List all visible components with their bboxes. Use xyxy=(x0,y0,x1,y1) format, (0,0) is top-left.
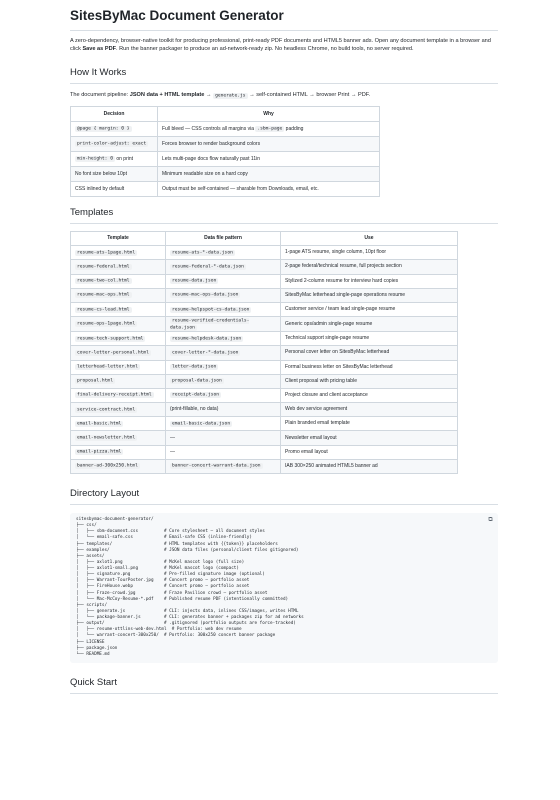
why-text: Minimum readable size on a hard copy xyxy=(162,170,248,177)
templates-row xyxy=(71,459,458,473)
why-text: Output must be self-contained — sharable from Downloads, email, etc. xyxy=(162,185,319,192)
data-pattern-cell xyxy=(166,360,281,374)
data-pattern-cell xyxy=(166,403,281,417)
templates-row xyxy=(71,374,458,388)
data-pattern-cell xyxy=(166,459,281,473)
templates-row xyxy=(71,388,458,402)
data-pattern-code: email-basic-data.json xyxy=(172,421,231,427)
heading-templates: Templates xyxy=(70,207,498,224)
section-quick-start xyxy=(70,677,498,694)
decision-text: CSS inlined by default xyxy=(75,185,125,192)
templates-row xyxy=(71,346,458,360)
decision-text: on print xyxy=(114,155,134,162)
use-cell: IAB 300×250 animated HTML5 banner ad xyxy=(281,459,458,473)
template-cell xyxy=(71,445,166,459)
data-pattern-text: (print-fillable, no data) xyxy=(170,406,219,413)
template-filename: resume-two-col.html xyxy=(77,278,130,284)
templates-row xyxy=(71,360,458,374)
decisions-body xyxy=(71,122,380,197)
pipeline-description xyxy=(70,91,498,100)
section-directory-layout xyxy=(70,488,498,663)
template-filename: email-newsletter.html xyxy=(77,435,136,441)
data-pattern-cell xyxy=(166,288,281,302)
decision-code: print-color-adjust: exact xyxy=(77,141,147,147)
decision-code: @page { margin: 0 } xyxy=(77,126,130,132)
templates-row xyxy=(71,431,458,445)
templates-header-row xyxy=(71,232,458,246)
template-cell xyxy=(71,403,166,417)
pipeline-arrow: → xyxy=(204,92,214,98)
template-cell xyxy=(71,417,166,431)
template-cell xyxy=(71,317,166,332)
copy-icon[interactable]: ⧉ xyxy=(488,516,493,523)
pipeline-bold: JSON data + HTML template xyxy=(129,92,205,98)
data-pattern-cell xyxy=(166,260,281,274)
template-cell xyxy=(71,388,166,402)
heading-quick-start: Quick Start xyxy=(70,677,498,694)
templates-table xyxy=(70,231,458,474)
template-filename: resume-federal.html xyxy=(77,264,130,270)
intro-text-2: . Run the banner packager to produce an ad-network-ready zip. No headless Chrome, no build tools, no server required. xyxy=(116,46,414,52)
data-pattern-cell xyxy=(166,431,281,445)
decision-code: min-height: 0 xyxy=(77,156,113,162)
data-pattern-cell xyxy=(166,317,281,332)
data-pattern-cell xyxy=(166,374,281,388)
data-pattern-code: proposal-data.json xyxy=(172,378,222,384)
template-filename: proposal.html xyxy=(77,378,113,384)
decision-cell xyxy=(71,152,158,167)
heading-directory-layout: Directory Layout xyxy=(70,488,498,505)
why-code: .sbm-page xyxy=(257,126,283,132)
decision-text: No font size below 10pt xyxy=(75,170,127,177)
data-pattern-cell xyxy=(166,445,281,459)
template-filename: cover-letter-personal.html xyxy=(77,350,149,356)
decision-cell xyxy=(71,182,158,197)
data-pattern-cell xyxy=(166,346,281,360)
intro-bold: Save as PDF xyxy=(82,46,117,52)
data-pattern-code: resume-ats-*-data.json xyxy=(172,250,233,256)
use-cell: SitesByMac letterhead single-page operations resume xyxy=(281,288,458,302)
heading-how-it-works: How It Works xyxy=(70,67,498,84)
data-pattern-code: resume-verified-credentials-data.json xyxy=(170,318,250,331)
template-cell xyxy=(71,302,166,316)
decision-cell xyxy=(71,122,158,137)
why-cell xyxy=(158,137,380,152)
template-filename: resume-ats-1page.html xyxy=(77,250,136,256)
template-cell xyxy=(71,246,166,260)
use-cell: 2-page federal/technical resume, full projects section xyxy=(281,260,458,274)
templates-col-template: Template xyxy=(71,232,166,246)
use-cell: Plain branded email template xyxy=(281,417,458,431)
decision-cell xyxy=(71,137,158,152)
use-cell: Stylized 2-column resume for interview hard copies xyxy=(281,274,458,288)
data-pattern-text: — xyxy=(170,434,175,441)
use-cell: Newsletter email layout xyxy=(281,431,458,445)
template-filename: email-pizza.html xyxy=(77,449,122,455)
use-cell: Personal cover letter on SitesByMac letterhead xyxy=(281,346,458,360)
templates-col-use: Use xyxy=(281,232,458,246)
template-filename: resume-cs-lead.html xyxy=(77,307,130,313)
templates-body xyxy=(71,246,458,474)
data-pattern-code: resume-helpspot-cs-data.json xyxy=(172,307,250,313)
use-cell: Web dev service agreement xyxy=(281,403,458,417)
data-pattern-cell xyxy=(166,274,281,288)
templates-col-data: Data file pattern xyxy=(166,232,281,246)
use-cell: Client proposal with pricing table xyxy=(281,374,458,388)
templates-row xyxy=(71,260,458,274)
directory-code: sitesbymac-document-generator/ ├── css/ │ ├── sbm-document.css # Core stylesheet — all document styles │ └── email-safe.css # Email-safe CSS (inline-friendly) ├── templates/ # HTML templates with {{token}} placeholders ├── examples/ # JSON data files (personal/client files gitignored) ├── assets/ │ ├── axlot1.png # McKel mascot logo (full size) │ ├── axlot1-small.png # McKel mascot logo (compact) │ ├── signature.png # Pre-filled signature image (optional) │ ├── Warrant-TourPoster.jpg # Concert promo — portfolio asset │ ├── FireHouse.webp # Concert promo — portfolio asset │ ├── Fraze-crowd.jpg # Fraze Pavilion crowd — portfolio asset │ └── Mac-McCoy-Resume-*.pdf # Published resume PDF (intentionally committed) ├── scripts/ │ ├── generate.js # CLI: injects data, inlines CSS/images, writes HTML │ └── package-banner.js # CLI: generates banner + packages zip for ad networks ├── output/ # .gitignored (portfolio outputs are force-tracked) │ ├── resume-ottlins-web-dev.html # Portfolio: web dev resume │ └── warrant-concert-300x250/ # Portfolio: 300x250 concert banner package ├── LICENSE ├── package.json └── README.md xyxy=(76,517,304,657)
templates-row xyxy=(71,445,458,459)
data-pattern-code: cover-letter-*-data.json xyxy=(172,350,239,356)
template-cell xyxy=(71,360,166,374)
data-pattern-cell xyxy=(166,388,281,402)
why-text: Lets multi-page docs flow naturally past 11in xyxy=(162,155,261,162)
pipeline-code: generate.js xyxy=(215,93,246,98)
templates-row xyxy=(71,332,458,346)
use-cell: Promo email layout xyxy=(281,445,458,459)
template-cell xyxy=(71,459,166,473)
template-cell xyxy=(71,431,166,445)
why-text-post: padding xyxy=(284,125,304,132)
data-pattern-code: resume-data.json xyxy=(172,278,217,284)
template-cell xyxy=(71,288,166,302)
template-filename: letterhead-letter.html xyxy=(77,364,138,370)
data-pattern-code: resume-mac-ops-data.json xyxy=(172,292,239,298)
decisions-col-decision: Decision xyxy=(71,107,158,122)
decisions-row xyxy=(71,122,380,137)
decisions-row xyxy=(71,167,380,182)
use-cell: 1-page ATS resume, single column, 10pt floor xyxy=(281,246,458,260)
section-how-it-works xyxy=(70,67,498,197)
templates-row xyxy=(71,317,458,332)
section-templates xyxy=(70,207,498,474)
why-text: Forces browser to render background colors xyxy=(162,140,261,147)
template-cell xyxy=(71,346,166,360)
decisions-table xyxy=(70,106,380,197)
data-pattern-code: banner-concert-warrant-data.json xyxy=(172,463,261,469)
use-cell: Project closure and client acceptance xyxy=(281,388,458,402)
why-cell xyxy=(158,122,380,137)
template-filename: final-delivery-receipt.html xyxy=(77,392,152,398)
decisions-row xyxy=(71,182,380,197)
templates-row xyxy=(71,288,458,302)
template-cell xyxy=(71,332,166,346)
template-filename: service-contract.html xyxy=(77,407,136,413)
template-cell xyxy=(71,260,166,274)
data-pattern-cell xyxy=(166,332,281,346)
data-pattern-code: receipt-data.json xyxy=(172,392,220,398)
intro-paragraph xyxy=(70,37,498,53)
decisions-row xyxy=(71,137,380,152)
template-filename: banner-ad-300x250.html xyxy=(77,463,138,469)
decision-cell xyxy=(71,167,158,182)
why-cell xyxy=(158,167,380,182)
data-pattern-cell xyxy=(166,417,281,431)
template-cell xyxy=(71,274,166,288)
data-pattern-text: — xyxy=(170,448,175,455)
templates-row xyxy=(71,417,458,431)
template-filename: resume-tech-support.html xyxy=(77,336,144,342)
data-pattern-cell xyxy=(166,246,281,260)
template-filename: resume-ops-1page.html xyxy=(77,321,136,327)
use-cell: Formal business letter on SitesByMac letterhead xyxy=(281,360,458,374)
template-filename: resume-mac-ops.html xyxy=(77,292,130,298)
templates-row xyxy=(71,302,458,316)
why-cell xyxy=(158,182,380,197)
templates-row xyxy=(71,274,458,288)
use-cell: Customer service / team lead single-page resume xyxy=(281,302,458,316)
intro-text-1: A zero-dependency, browser-native toolkit for producing professional, print-ready PDF documents and HTML5 banner ads. Open any document template in a browser and click xyxy=(70,38,491,52)
data-pattern-code: resume-helpdesk-data.json xyxy=(172,336,242,342)
page-title: SitesByMac Document Generator xyxy=(70,0,498,31)
template-cell xyxy=(71,374,166,388)
directory-code-block xyxy=(70,513,498,663)
templates-row xyxy=(71,246,458,260)
data-pattern-code: letter-data.json xyxy=(172,364,217,370)
data-pattern-cell xyxy=(166,302,281,316)
data-pattern-code: resume-federal-*-data.json xyxy=(172,264,244,270)
decisions-col-why: Why xyxy=(158,107,380,122)
why-cell xyxy=(158,152,380,167)
templates-row xyxy=(71,403,458,417)
use-cell: Technical support single-page resume xyxy=(281,332,458,346)
pipeline-prefix: The document pipeline: xyxy=(70,92,130,98)
decisions-row xyxy=(71,152,380,167)
pipeline-rest: → self-contained HTML → browser Print → PDF. xyxy=(247,92,371,98)
decisions-header-row xyxy=(71,107,380,122)
why-text: Full bleed — CSS controls all margins via xyxy=(162,125,256,132)
template-filename: email-basic.html xyxy=(77,421,122,427)
use-cell: Generic ops/admin single-page resume xyxy=(281,317,458,332)
